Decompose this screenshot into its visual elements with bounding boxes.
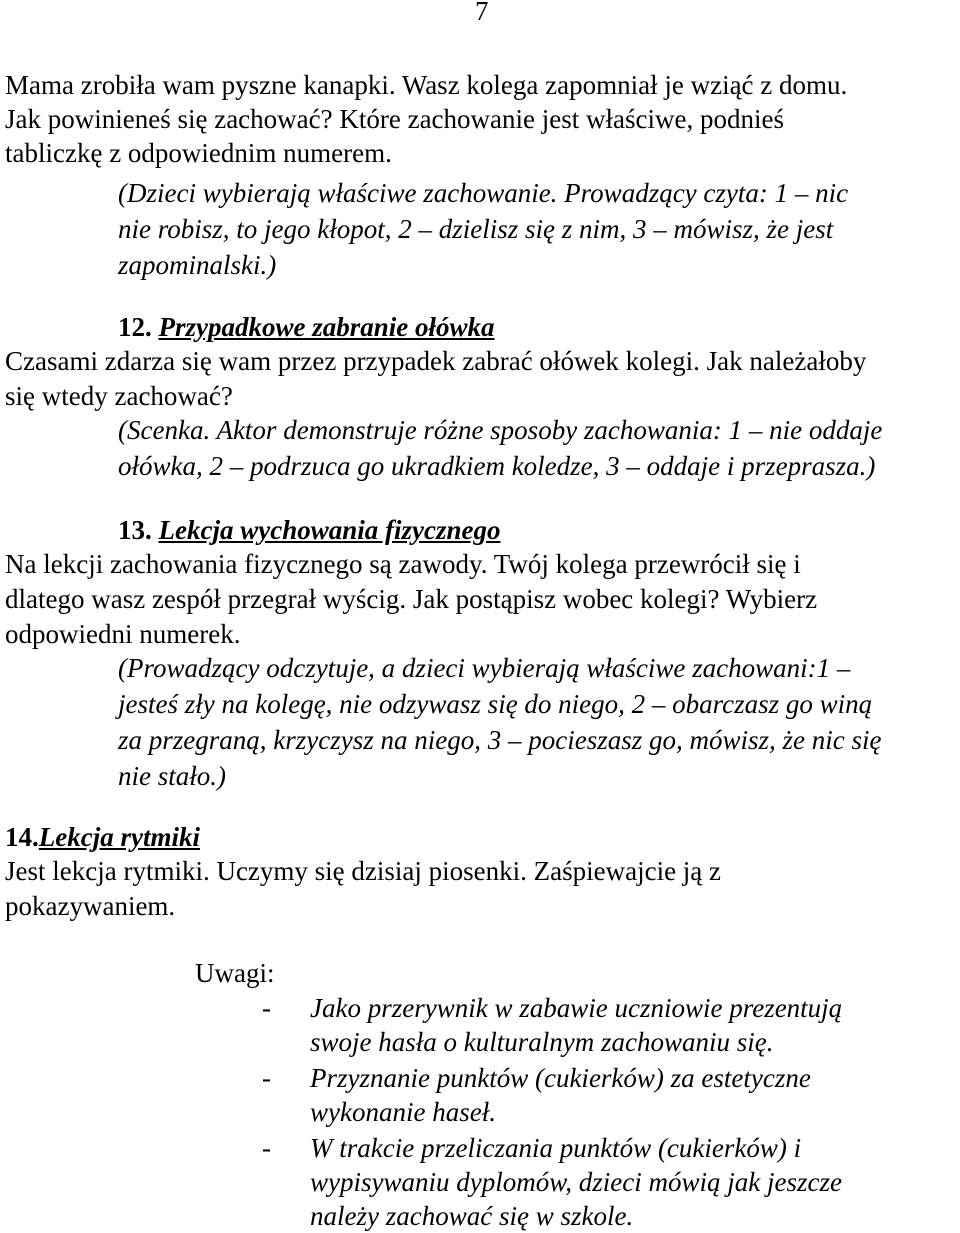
note-line: (Prowadzący odczytuje, a dzieci wybierają właściwe zachowani:1 – (118, 653, 851, 683)
remark-line: należy zachować się w szkole. (310, 1201, 634, 1231)
note-line: nie stało.) (118, 761, 226, 791)
intro-line: tabliczkę z odpowiednim numerem. (5, 138, 392, 168)
remark-line: swoje hasła o kulturalnym zachowaniu się. (310, 1027, 774, 1057)
intro-note-line: (Dzieci wybierają właściwe zachowanie. Prowadzący czyta: 1 – nic (118, 178, 849, 208)
bullet-dash: - (262, 1063, 271, 1093)
remark-line: wykonanie haseł. (310, 1097, 496, 1127)
note-line: (Scenka. Aktor demonstruje różne sposoby zachowania: 1 – nie oddaje (118, 415, 883, 445)
note-line: za przegraną, krzyczysz na niego, 3 – pocieszasz go, mówisz, że nic się (118, 725, 882, 755)
remarks-label: Uwagi: (195, 958, 275, 988)
remark-text (310, 991, 842, 1059)
section-14-heading (5, 820, 960, 854)
section-12-body (5, 344, 960, 414)
section-13-note (118, 650, 960, 794)
body-line: pokazywaniem. (5, 891, 176, 921)
remark-line: W trakcie przeliczania punktów (cukierków) i (310, 1133, 802, 1163)
intro-note-line: nie robisz, to jego kłopot, 2 – dzielisz się z nim, 3 – mówisz, że jest (118, 214, 834, 244)
remark-line: wypisywaniu dyplomów, dzieci mówią jak jeszcze (310, 1167, 842, 1197)
remark-text (310, 1131, 842, 1233)
section-number: 14. (5, 822, 39, 852)
remark-item (0, 1131, 960, 1231)
note-line: ołówka, 2 – podrzuca go ukradkiem koledze, 3 – oddaje i przeprasza.) (118, 451, 876, 481)
body-line: Czasami zdarza się wam przez przypadek zabrać ołówek kolegi. Jak należałoby (5, 346, 867, 376)
body-line: Jest lekcja rytmiki. Uczymy się dzisiaj piosenki. Zaśpiewajcie ją z (5, 856, 722, 886)
section-number: 12. (118, 312, 152, 342)
intro-note-line: zapominalski.) (118, 250, 277, 280)
note-line: jesteś zły na kolegę, nie odzywasz się do niego, 2 – obarczasz go winą (118, 689, 873, 719)
body-line: odpowiedni numerek. (5, 619, 241, 649)
body-line: Na lekcji zachowania fizycznego są zawody. Twój kolega przewrócił się i (5, 549, 801, 579)
intro-note (118, 175, 960, 283)
section-13-body (5, 547, 960, 652)
page-number: 7 (475, 0, 489, 26)
intro-line: Mama zrobiła wam pyszne kanapki. Wasz kolega zapomniał je wziąć z domu. (5, 70, 848, 100)
body-line: dlatego wasz zespół przegrał wyścig. Jak postąpisz wobec kolegi? Wybierz (5, 584, 818, 614)
section-title: Przypadkowe zabranie ołówka (158, 312, 495, 342)
remark-text (310, 1061, 811, 1129)
remarks-list (0, 991, 960, 1231)
remark-item (0, 1061, 960, 1131)
section-12-heading (118, 310, 960, 344)
body-line: się wtedy zachować? (5, 381, 233, 411)
section-14-body (5, 854, 960, 924)
section-12-note (118, 412, 960, 484)
intro-paragraph (5, 68, 960, 170)
bullet-dash: - (262, 993, 271, 1023)
section-title: Lekcja wychowania fizycznego (158, 515, 501, 545)
remark-line: Jako przerywnik w zabawie uczniowie prezentują (310, 993, 843, 1023)
section-title: Lekcja rytmiki (38, 822, 200, 852)
intro-line: Jak powinieneś się zachować? Które zachowanie jest właściwe, podnieś (5, 104, 784, 134)
bullet-dash: - (262, 1133, 271, 1163)
remark-line: Przyznanie punktów (cukierków) za estetyczne (310, 1063, 811, 1093)
section-13-heading (118, 513, 960, 547)
section-number: 13. (118, 515, 152, 545)
remark-item (0, 991, 960, 1061)
